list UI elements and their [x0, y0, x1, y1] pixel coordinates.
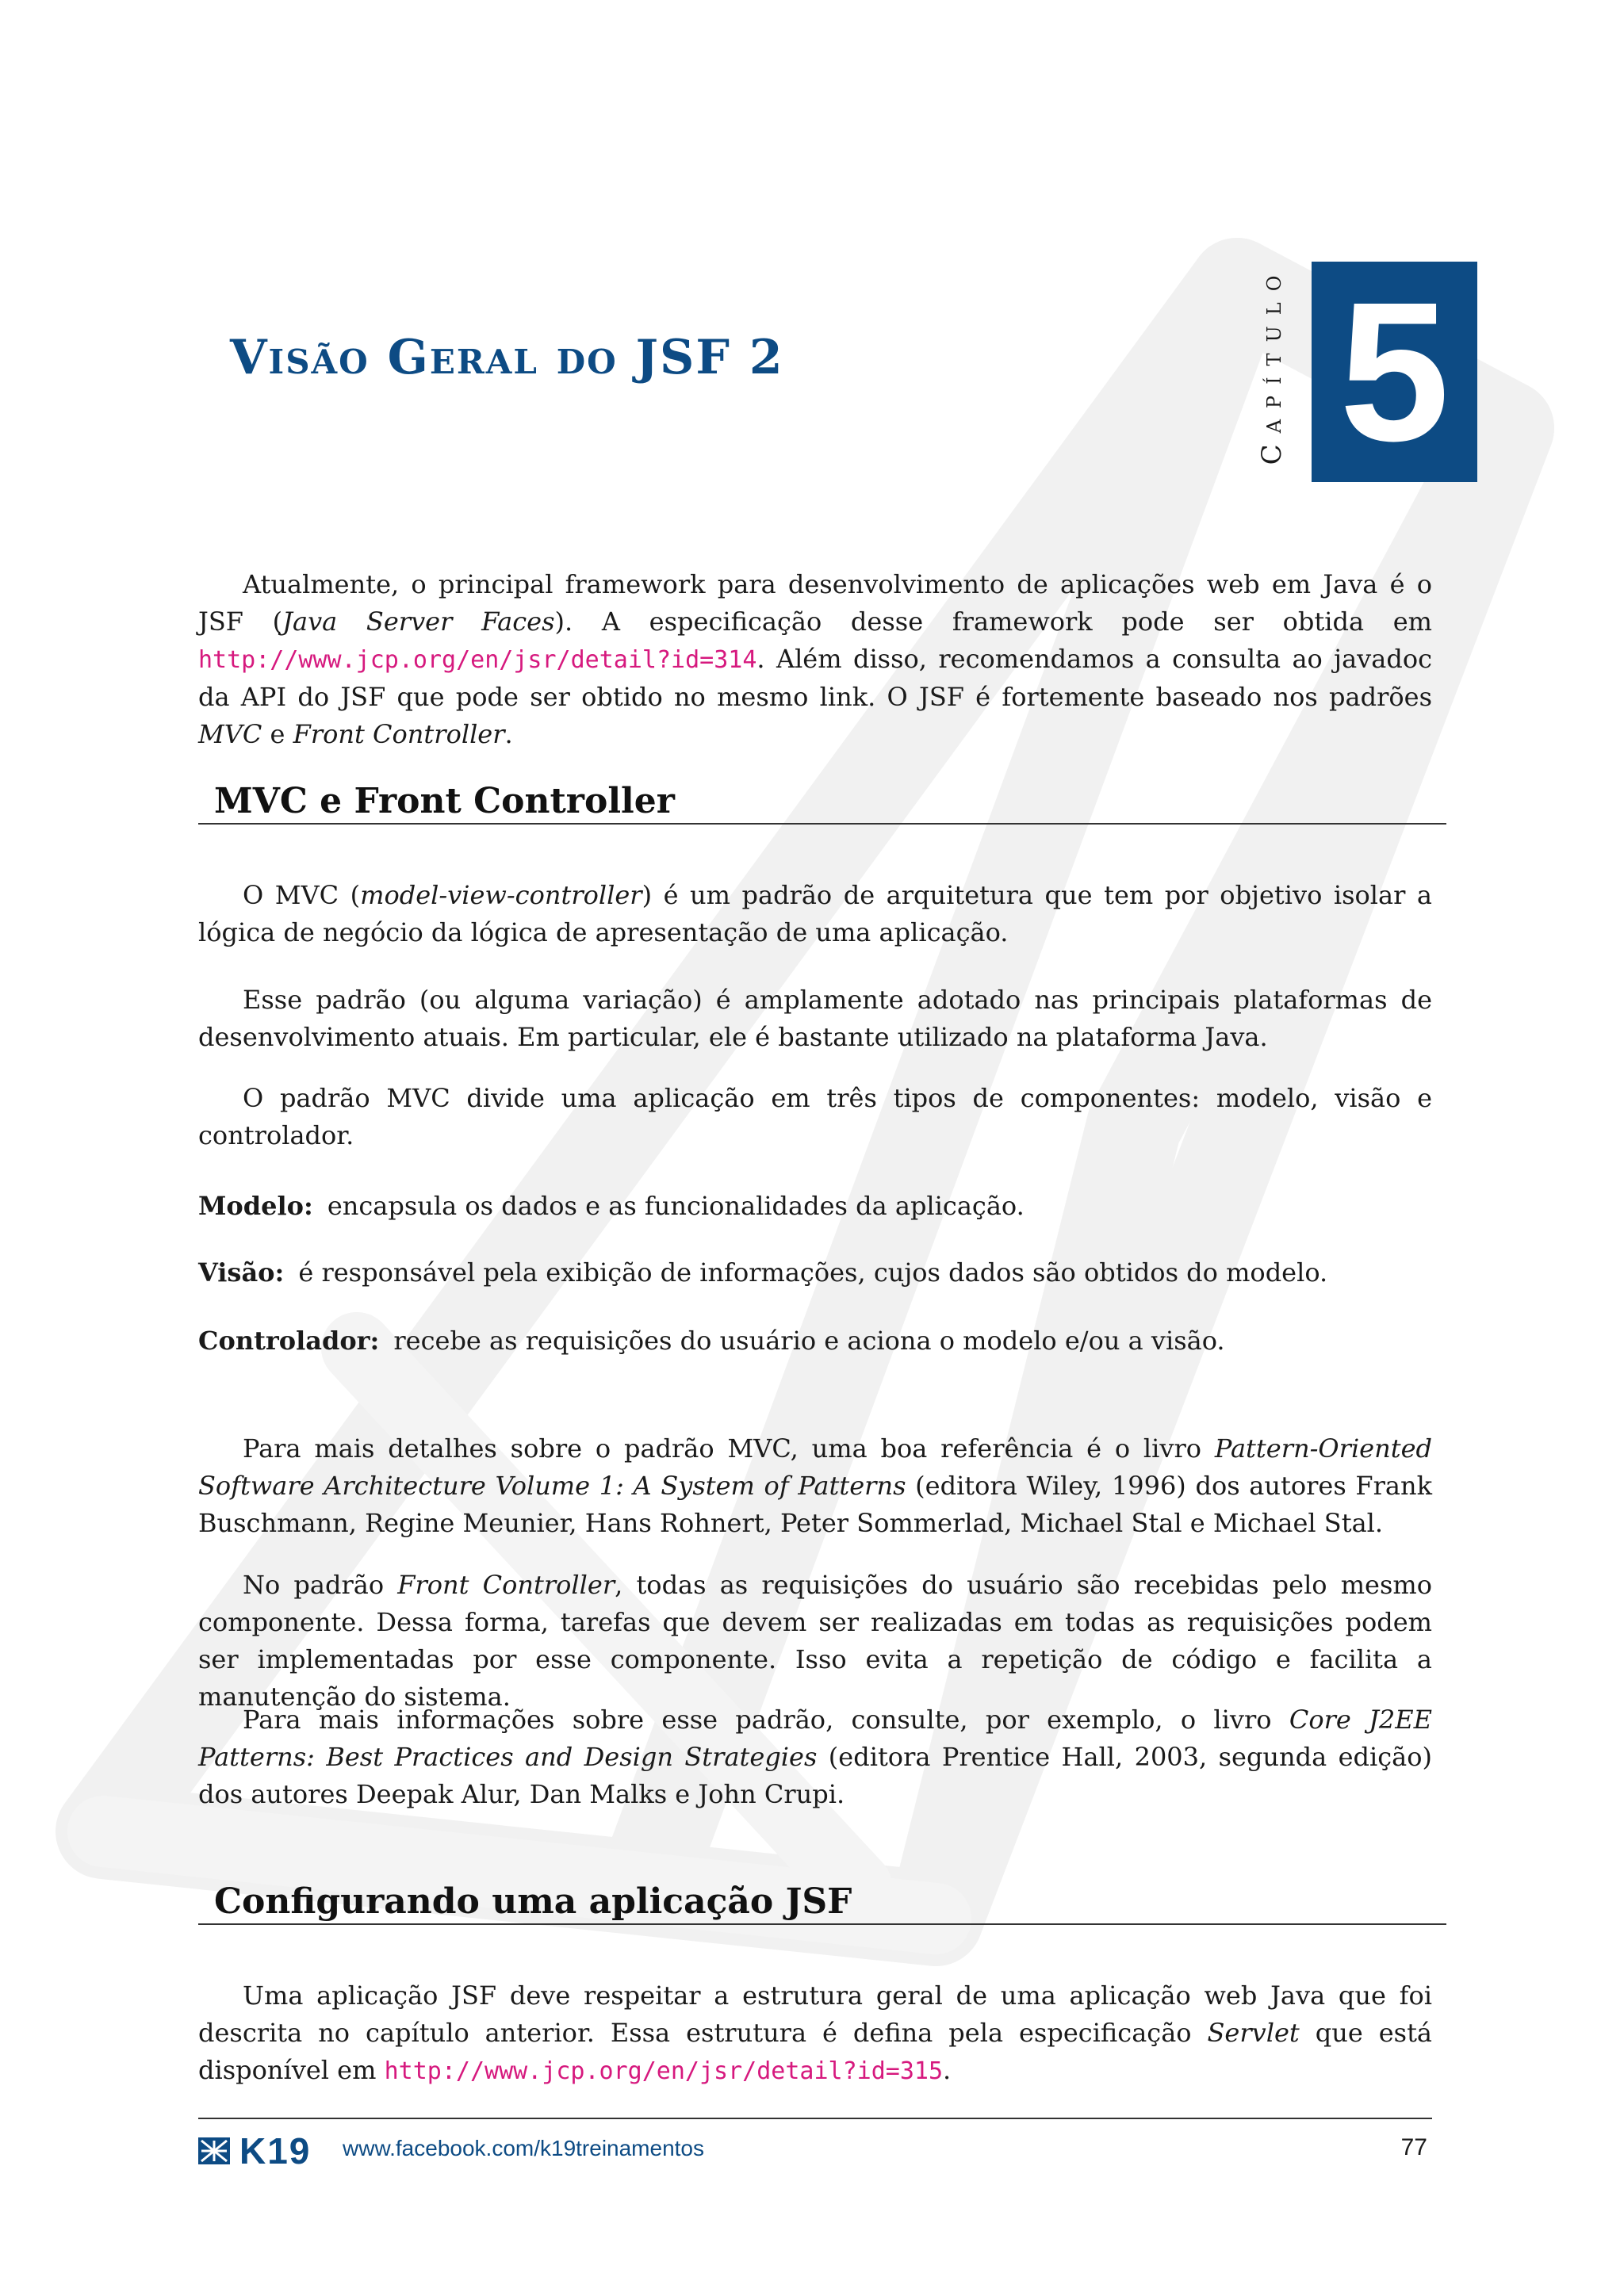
text-run: ). A especificação desse framework pode ser obtida em — [554, 607, 1433, 637]
section-heading-config — [198, 1868, 1446, 1925]
jsr-314-link[interactable]: http://www.jcp.org/en/jsr/detail?id=314 — [198, 646, 757, 674]
section-heading-text: Configurando uma aplicação JSF — [214, 1881, 852, 1922]
definition-text: recebe as requisições do usuário e aciona o modelo e/ou a visão. — [393, 1326, 1225, 1356]
text-run: , todas as requisições do usuário são recebidas pelo mesmo componente. Dessa forma, tarefas que devem ser realizadas em todas as requisições podem ser implementadas por esse componente. Isso evita a repetição de código e facilita a manutenção do sistema. — [198, 1570, 1433, 1712]
section-heading-text: MVC e Front Controller — [214, 781, 675, 821]
text-run: . — [943, 2055, 952, 2085]
definition-term: Modelo: — [198, 1191, 313, 1221]
text-run: ) é um padrão de arquitetura que tem por objetivo isolar a lógica de negócio da lógica de apresentação de uma aplicação. — [198, 880, 1433, 947]
definition-term: Visão: — [198, 1257, 285, 1288]
definition-term: Controlador: — [198, 1326, 380, 1356]
footer-rule — [198, 2118, 1432, 2119]
definition-text: é responsável pela exibição de informações, cujos dados são obtidos do modelo. — [298, 1257, 1328, 1288]
emphasis: Pattern-Oriented Software Architecture Volume 1: A System of Patterns — [198, 1433, 1432, 1501]
definition-modelo — [198, 1188, 1025, 1225]
text-run: Para mais detalhes sobre o padrão MVC, uma boa referência é o livro — [243, 1433, 1215, 1464]
definition-text: encapsula os dados e as funcionalidades da aplicação. — [327, 1191, 1025, 1221]
emphasis: MVC — [198, 719, 262, 749]
chapter-title — [230, 330, 784, 385]
text-run: O MVC ( — [243, 880, 361, 910]
text-run: (editora Prentice Hall, 2003, segunda edição) dos autores Deepak Alur, Dan Malks e John Crupi. — [198, 1742, 1433, 1809]
text-run: e — [262, 719, 293, 749]
page-number: 77 — [1400, 2134, 1427, 2160]
definition-controlador — [198, 1322, 1225, 1360]
emphasis: Java Server Faces — [282, 607, 555, 637]
k19-logo-text: K19 — [239, 2130, 312, 2172]
config-paragraph-1 — [198, 1977, 1432, 2090]
section-heading-mvc — [198, 767, 1446, 825]
emphasis: Front Controller — [293, 719, 505, 749]
text-run: No padrão — [243, 1570, 398, 1600]
text-run: Uma aplicação JSF deve respeitar a estrutura geral de uma aplicação web Java que foi descrita no capítulo anterior. Essa estrutura é defina pela especificação — [198, 1980, 1432, 2048]
footer-logo — [198, 2130, 312, 2172]
intro-paragraph — [198, 566, 1432, 753]
text-run: . — [504, 719, 513, 749]
mvc-paragraph-2: Esse padrão (ou alguma variação) é amplamente adotado nas principais plataformas de desenvolvimento atuais. Em particular, ele é bastante utilizado na plataforma Java. — [198, 985, 1432, 1052]
text-run: (editora Wiley, 1996) dos autores Frank Buschmann, Regine Meunier, Hans Rohnert, Peter Sommerlad, Michael Stal e Michael Stal. — [198, 1471, 1433, 1538]
k19-logo-icon — [198, 2137, 230, 2164]
chapter-title-text: Visão Geral do JSF 2 — [230, 330, 784, 385]
mvc-paragraph-4 — [198, 1430, 1432, 1542]
chapter-label — [1256, 246, 1288, 484]
emphasis: model-view-controller — [360, 880, 642, 910]
emphasis: Front Controller — [397, 1570, 615, 1600]
emphasis: Core J2EE Patterns: Best Practices and Design Strategies — [198, 1705, 1433, 1772]
front-controller-paragraph — [198, 1567, 1432, 1716]
mvc-paragraph-6 — [198, 1701, 1432, 1813]
jsr-315-link[interactable]: http://www.jcp.org/en/jsr/detail?id=315 — [384, 2057, 944, 2085]
emphasis: Servlet — [1207, 2018, 1300, 2048]
chapter-number: 5 — [1339, 261, 1450, 482]
facebook-link[interactable]: www.facebook.com/k19treinamentos — [343, 2136, 704, 2160]
text-run: que está disponível em — [198, 2018, 1433, 2085]
definition-visao — [198, 1254, 1327, 1292]
text-run: Para mais informações sobre esse padrão, consulte, por exemplo, o livro — [243, 1705, 1289, 1735]
text-run: Atualmente, o principal framework para desenvolvimento de aplicações web em Java é o JSF ( — [198, 569, 1432, 637]
mvc-paragraph-3: O padrão MVC divide uma aplicação em três tipos de componentes: modelo, visão e controlador. — [198, 1083, 1432, 1150]
text-run: . Além disso, recomendamos a consulta ao javadoc da API do JSF que pode ser obtido no mesmo link. O JSF é fortemente baseado nos padrões — [198, 644, 1432, 712]
chapter-number-box — [1312, 262, 1477, 482]
mvc-paragraph-1 — [198, 877, 1432, 951]
chapter-label-text: Capítulo — [1256, 264, 1288, 465]
